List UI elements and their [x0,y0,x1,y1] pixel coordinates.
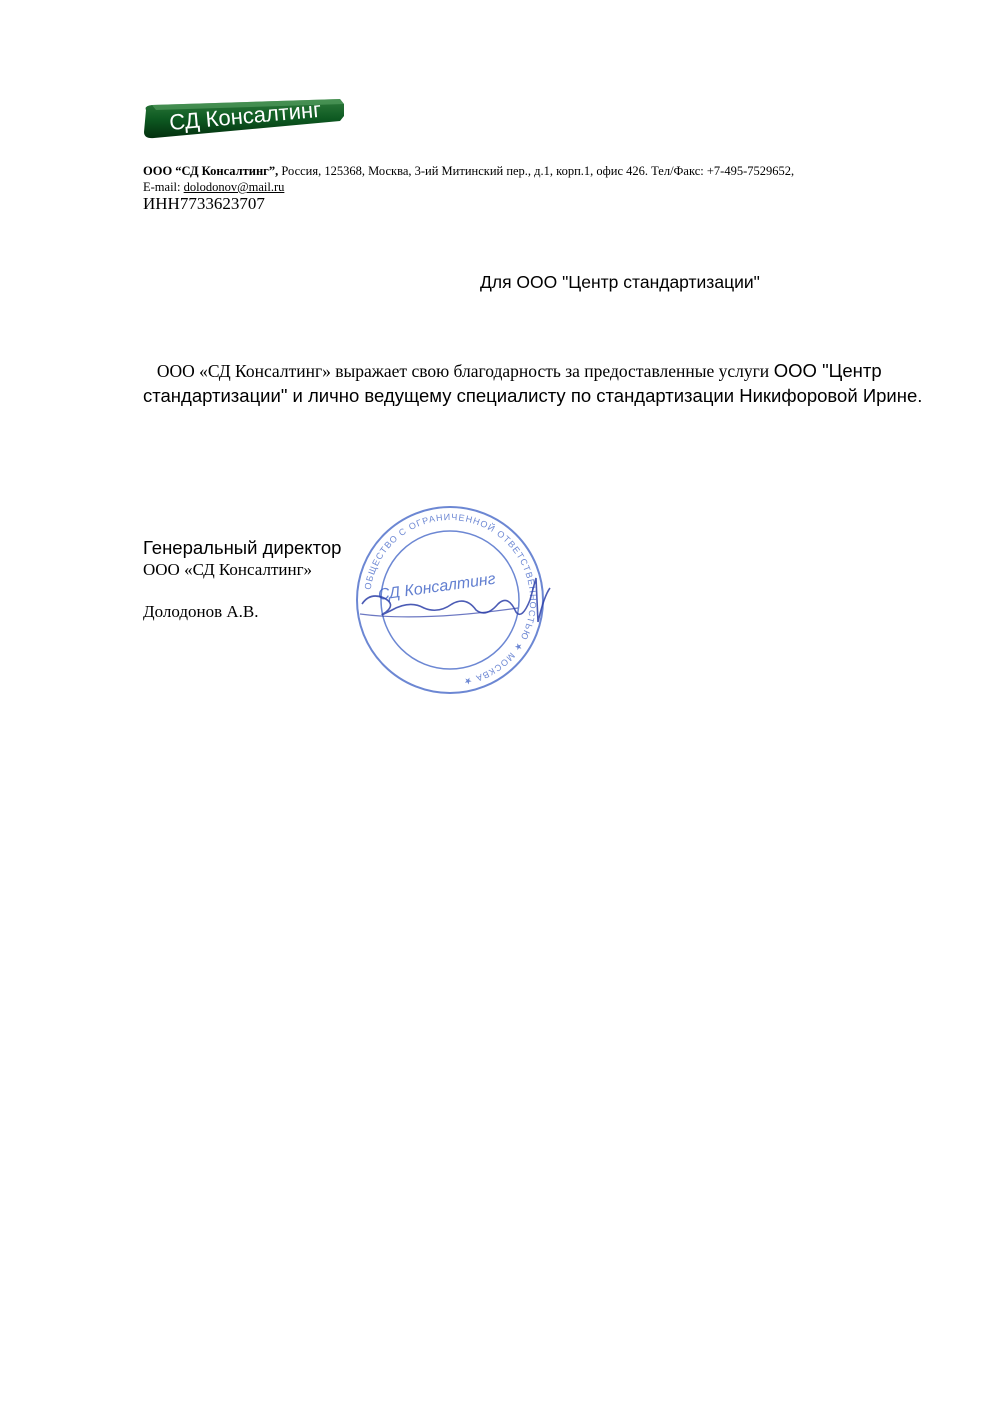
signatory-company: ООО «СД Консалтинг» [143,560,313,579]
body-paragraph [143,359,933,409]
company-name: ООО “СД Консалтинг”, [143,164,279,178]
email-label: E-mail: [143,180,181,194]
letterhead-line-1 [143,163,903,179]
signatory-title: Генеральный директор [143,537,342,558]
email-link[interactable]: dolodonov@mail.ru [183,180,285,194]
company-stamp [340,500,560,700]
inn-number: ИНН7733623707 [143,194,265,213]
body-part-2: ООО "Центр стандартизации" и лично ведущему специалисту по стандартизации Никифоровой Ирине. [143,360,923,406]
stamp-ring-text: ОБЩЕСТВО С ОГРАНИЧЕННОЙ ОТВЕТСТВЕННОСТЬЮ ★ МОСКВА ★ [362,511,539,687]
signatory-name: Долодонов А.В. [143,602,259,621]
logo-text: СД Консалтинг [168,96,323,135]
letterhead-line-2 [143,179,903,195]
body-part-1: ООО «СД Консалтинг» выражает свою благодарность за предоставленные услуги [156,361,770,381]
company-address: Россия, 125368, Москва, 3-ий Митинский пер., д.1, корп.1, офис 426. Тел/Факс: +7-495-7529652, [281,164,795,178]
company-logo [140,96,350,146]
letterhead [143,163,903,195]
stamp-center-text: СД Консалтинг [376,570,497,604]
recipient-line: Для ООО "Центр стандартизации" [480,272,760,292]
